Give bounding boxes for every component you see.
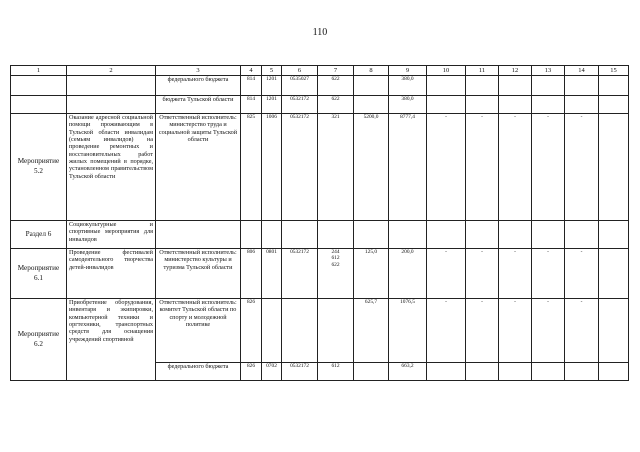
section-description: Социокультурные и спортивные мероприятия для инвалидов xyxy=(67,221,156,249)
measure-description: Проведение фестивалей самодеятельного творчества детей-инвалидов xyxy=(67,249,156,299)
cell-empty xyxy=(156,221,241,249)
header-cell: 1 xyxy=(11,66,67,76)
value-cell xyxy=(427,96,466,114)
measure-description: Оказание адресной социальной помощи проживающим в Тульской области инвалидам (семьям инвалидов) на проведение ремонтных и восстановительных работ жилых помещений в порядке, установленном правительством Тульской области xyxy=(67,114,156,221)
value-cell: - xyxy=(565,299,599,363)
cell-empty xyxy=(67,76,156,96)
table-row xyxy=(11,76,629,96)
code-cell: 622 xyxy=(318,96,354,114)
table-row xyxy=(11,114,629,221)
value-cell xyxy=(466,363,499,381)
header-cell: 4 xyxy=(241,66,262,76)
measure-label: Мероприятие 5.2 xyxy=(11,114,67,221)
header-cell: 8 xyxy=(354,66,389,76)
program-table xyxy=(10,65,629,381)
cell-empty xyxy=(499,221,532,249)
value-cell xyxy=(427,363,466,381)
value-cell xyxy=(499,76,532,96)
amount-cell xyxy=(354,363,389,381)
cell-empty xyxy=(67,96,156,114)
cell-empty xyxy=(318,221,354,249)
amount-cell: 5200,0 xyxy=(354,114,389,221)
code-cell xyxy=(262,299,282,363)
value-cell xyxy=(599,363,629,381)
code-cell: 321 xyxy=(318,114,354,221)
value-cell xyxy=(532,363,565,381)
value-cell: - xyxy=(532,299,565,363)
value-cell: - xyxy=(427,114,466,221)
value-cell: - xyxy=(499,299,532,363)
code-cell: 0702 xyxy=(262,363,282,381)
header-cell: 12 xyxy=(499,66,532,76)
value-cell: - xyxy=(565,249,599,299)
cell-empty xyxy=(282,221,318,249)
value-cell xyxy=(466,76,499,96)
cell-empty xyxy=(466,221,499,249)
cell-empty xyxy=(532,221,565,249)
cell-empty xyxy=(354,221,389,249)
value-cell xyxy=(565,96,599,114)
amount-cell: 200,0 xyxy=(389,249,427,299)
header-cell: 9 xyxy=(389,66,427,76)
table-row xyxy=(11,249,629,299)
value-cell: - xyxy=(565,114,599,221)
funding-source: бюджета Тульской области xyxy=(156,96,241,114)
code-cell: 814 xyxy=(241,76,262,96)
cell-empty xyxy=(565,221,599,249)
cell-empty xyxy=(389,221,427,249)
value-cell: - xyxy=(499,114,532,221)
code-cell: 826 xyxy=(241,299,262,363)
header-cell: 2 xyxy=(67,66,156,76)
value-cell: - xyxy=(427,299,466,363)
value-cell xyxy=(499,363,532,381)
value-cell xyxy=(532,76,565,96)
value-cell: - xyxy=(466,114,499,221)
header-cell: 3 xyxy=(156,66,241,76)
code-cell: 0532172 xyxy=(282,96,318,114)
value-cell xyxy=(427,76,466,96)
header-cell: 10 xyxy=(427,66,466,76)
value-cell xyxy=(599,299,629,363)
code-cell: 244 612 622 xyxy=(318,249,354,299)
value-cell: - xyxy=(499,249,532,299)
cell-empty xyxy=(11,96,67,114)
cell-empty xyxy=(427,221,466,249)
amount-cell: 1076,5 xyxy=(389,299,427,363)
responsible-executor: Ответственный исполнитель: министерство культуры и туризма Тульской области xyxy=(156,249,241,299)
value-cell: - xyxy=(532,114,565,221)
cell-empty xyxy=(241,221,262,249)
header-cell: 5 xyxy=(262,66,282,76)
amount-cell: 380,0 xyxy=(389,96,427,114)
measure-label: Мероприятие 6.1 xyxy=(11,249,67,299)
value-cell: - xyxy=(532,249,565,299)
cell-empty xyxy=(599,221,629,249)
value-cell xyxy=(599,76,629,96)
amount-cell xyxy=(354,96,389,114)
funding-source: федерального бюджета xyxy=(156,363,241,381)
amount-cell xyxy=(354,76,389,96)
code-cell: 0535027 xyxy=(282,76,318,96)
code-cell: 1201 xyxy=(262,76,282,96)
value-cell xyxy=(532,96,565,114)
page-number: 110 xyxy=(312,27,328,38)
amount-cell: 8777,4 xyxy=(389,114,427,221)
table-row xyxy=(11,96,629,114)
cell-empty xyxy=(262,221,282,249)
code-cell: 1006 xyxy=(262,114,282,221)
code-cell: 1201 xyxy=(262,96,282,114)
cell-empty xyxy=(11,76,67,96)
header-cell: 11 xyxy=(466,66,499,76)
code-cell: 0532172 xyxy=(282,249,318,299)
code-cell: 612 xyxy=(318,363,354,381)
header-cell: 7 xyxy=(318,66,354,76)
value-cell xyxy=(499,96,532,114)
value-cell xyxy=(599,96,629,114)
value-cell xyxy=(599,249,629,299)
code-cell: 814 xyxy=(241,96,262,114)
value-cell: - xyxy=(466,299,499,363)
code-cell: 825 xyxy=(241,114,262,221)
code-cell xyxy=(282,299,318,363)
measure-label: Мероприятие 6.2 xyxy=(11,299,67,381)
value-cell xyxy=(466,96,499,114)
header-cell: 6 xyxy=(282,66,318,76)
code-cell: 0532172 xyxy=(282,363,318,381)
table-row xyxy=(11,221,629,249)
code-cell: 622 xyxy=(318,76,354,96)
header-cell: 14 xyxy=(565,66,599,76)
value-cell: - xyxy=(466,249,499,299)
table-row xyxy=(11,299,629,363)
amount-cell: 380,0 xyxy=(389,76,427,96)
value-cell: - xyxy=(427,249,466,299)
responsible-executor: Ответственный исполнитель: комитет Тульской области по спорту и молодежной политике xyxy=(156,299,241,363)
code-cell: 0532172 xyxy=(282,114,318,221)
value-cell xyxy=(599,114,629,221)
header-row xyxy=(11,66,629,76)
amount-cell: 663,2 xyxy=(389,363,427,381)
code-cell: 806 xyxy=(241,249,262,299)
code-cell: 826 xyxy=(241,363,262,381)
header-cell: 13 xyxy=(532,66,565,76)
measure-description: Приобретение оборудования, инвентаря и экипировки, компьютерной техники и оргтехники, транспортных средств для оснащения учреждений спортивной xyxy=(67,299,156,381)
section-label: Раздел 6 xyxy=(11,221,67,249)
amount-cell: 125,0 xyxy=(354,249,389,299)
code-cell: 0801 xyxy=(262,249,282,299)
value-cell xyxy=(565,363,599,381)
header-cell: 15 xyxy=(599,66,629,76)
value-cell xyxy=(565,76,599,96)
amount-cell: 625,7 xyxy=(354,299,389,363)
funding-source: федерального бюджета xyxy=(156,76,241,96)
code-cell xyxy=(318,299,354,363)
responsible-executor: Ответственный исполнитель: министерство труда и социальной защиты Тульской области xyxy=(156,114,241,221)
